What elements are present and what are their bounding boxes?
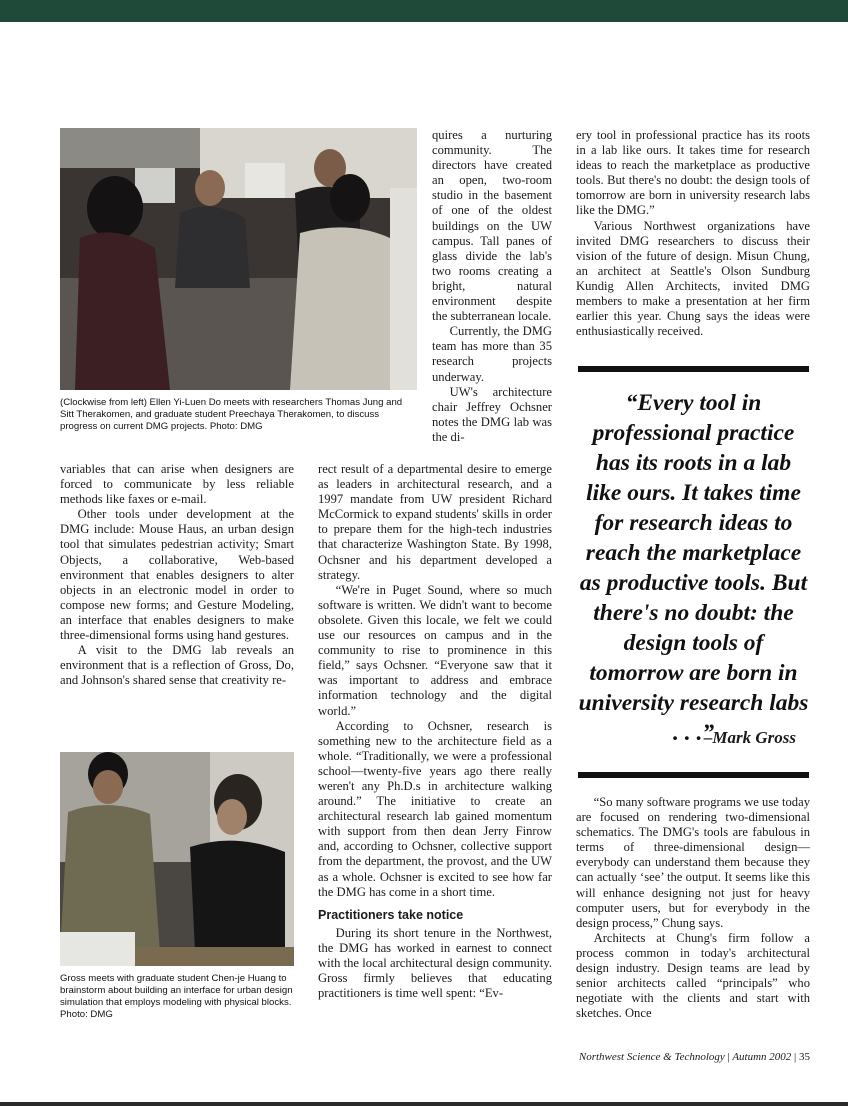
column2-top	[432, 128, 552, 445]
subhead-practitioners: Practitioners take notice	[318, 907, 464, 922]
paragraph: ery tool in professional practice has its roots in a lab like ours. It takes time for research ideas to reach the marketplace as productive tools. But there's no doubt: the design tools of tomorrow are born in university research labs like the DMG.”	[576, 128, 810, 218]
column2	[318, 462, 552, 1001]
footer-publication: Northwest Science & Technology	[578, 1051, 725, 1063]
brainstorm-photo	[60, 752, 294, 966]
page-number: 35	[799, 1051, 810, 1063]
footer-separator: |	[794, 1051, 797, 1063]
paragraph: Other tools under development at the DMG include: Mouse Haus, an urban design tool that simulates pedestrian activity; Smart Objects, a collaborative, Web-based environment that enables designers to alter objects in an electronic model in order to compose new forms; and Gesture Modeling, an interface that enables designers to make three-dimensional forms using hand gestures.	[60, 507, 294, 643]
paragraph: Architects at Chung's firm follow a process common in today's architectural design industry. Design teams are lead by senior architects called “principals” who negotiate with the clients and start with sketches. Once	[576, 930, 810, 1021]
column1	[60, 462, 294, 688]
photo2-caption: Gross meets with graduate student Chen-je Huang to brainstorm about building an interface for urban design simulation that employs modeling with physical blocks. Photo: DMG	[60, 973, 293, 1020]
page-footer	[540, 1051, 810, 1063]
column3-top	[576, 128, 810, 339]
photo1-caption: (Clockwise from left) Ellen Yi-Luen Do meets with researchers Thomas Jung and Sitt Therakomen, and graduate student Preechaya Therakomen, to discuss progress on current DMG projects. Photo: DMG	[60, 397, 403, 432]
lab-meeting-photo	[60, 128, 417, 390]
pullquote-text: “Every tool in professional practice has its roots in a lab like ours. It takes time for research ideas to reach the marketplace as productive tools. But there's no doubt: the design tools of tomorrow are born in university research labs . . .”	[578, 390, 809, 746]
bottom-bar	[0, 1102, 848, 1106]
pullquote-bottom-rule	[578, 772, 809, 778]
pullquote-attribution: –Mark Gross	[703, 728, 796, 747]
paragraph: rect result of a departmental desire to emerge as leaders in architectural research, and a 1997 mandate from UW president Richard McCormick to expand students' skills in order to prepare them for the high-tech industries that characterize Washington State. By 1998, Ochsner and his department developed a strategy.	[318, 462, 552, 582]
footer-issue: Autumn 2002	[732, 1051, 792, 1063]
footer-separator: |	[727, 1051, 730, 1063]
paragraph: According to Ochsner, research is something new to the architecture field as a whole. “Traditionally, we were a professional school—twenty-five years ago there really weren't any Ph.D.s in architecture walking around.” The initiative to create an architectural research lab gained momentum with support from then dean Jerry Finrow and, according to Ochsner, collective support from the department, the provost, and the UW as a whole. Ochsner is excited to see how far the DMG has come in a short time.	[318, 718, 552, 899]
paragraph: “We're in Puget Sound, where so much software is written. We didn't want to become obsolete. Given this locale, we felt we could use our resources on campus and in the community to rise to prominence in this field,” says Ochsner. “Everyone saw that it was important to address and embrace information technology and the digital world.”	[318, 582, 552, 718]
paragraph: “So many software programs we use today are focused on rendering two-dimensional schematics. The DMG's tools are fabulous in terms of three-dimensional design—everybody can understand them because they can actually ‘see’ the output. It seems like this will enhance designing not just for heavy computer users, but for everybody in the design process,” Chung says.	[576, 795, 810, 930]
column3-bottom	[576, 795, 810, 1021]
paragraph: During its short tenure in the Northwest, the DMG has worked in earnest to connect with the local architectural design community. Gross firmly believes that educating practitioners is time well spent: “Ev-	[318, 925, 552, 1001]
paragraph: A visit to the DMG lab reveals an environment that is a reflection of Gross, Do, and Johnson's shared sense that creativity re-	[60, 643, 294, 688]
pullquote-top-rule	[578, 366, 809, 372]
paragraph: Various Northwest organizations have invited DMG researchers to discuss their vision of the future of design. Misun Chung, an architect at Seattle's Olson Sundburg Kundig Allen Architects, invited DMG members to make a presentation at her firm earlier this year. Chung says the ideas were enthusiastically received.	[576, 218, 810, 339]
paragraph: Currently, the DMG team has more than 35 research projects underway.	[432, 324, 552, 384]
top-color-bar	[0, 0, 848, 22]
paragraph: variables that can arise when designers are forced to communicate by less reliable methods like faxes or e-mail.	[60, 462, 294, 507]
paragraph: UW's architecture chair Jeffrey Ochsner notes the DMG lab was the di-	[432, 384, 552, 444]
paragraph: quires a nurturing community. The directors have created an open, two-room studio in the basement of one of the oldest buildings on the UW campus. Tall panes of glass divide the lab's two rooms creating a bright, natural environment despite the subterranean locale.	[432, 128, 552, 324]
